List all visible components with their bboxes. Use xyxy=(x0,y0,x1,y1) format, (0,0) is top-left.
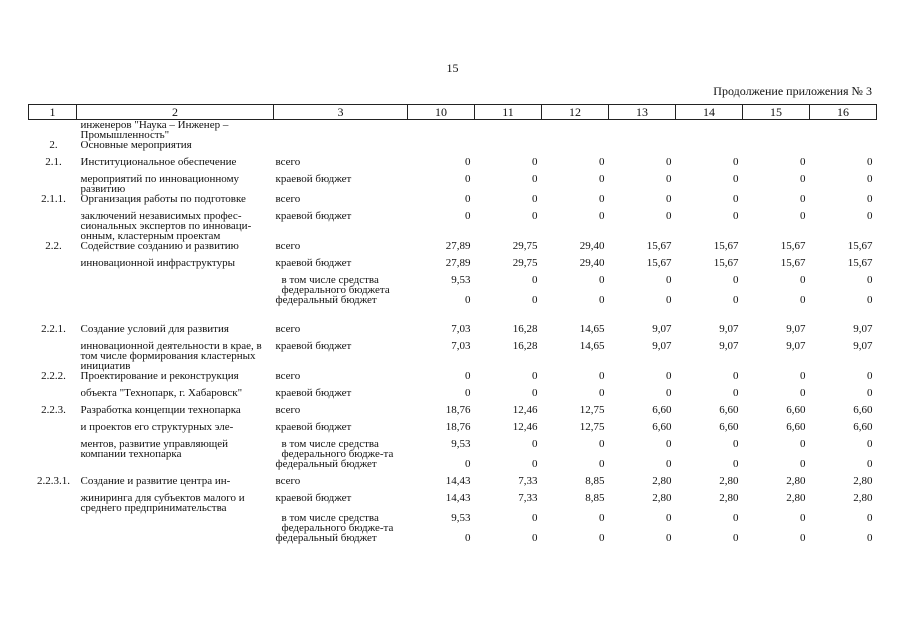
row-value: 6,60 xyxy=(853,421,873,433)
row-value: 0 xyxy=(867,294,873,306)
row-name: Основные мероприятия xyxy=(80,139,192,151)
row-value: 0 xyxy=(800,438,806,450)
row-number xyxy=(29,459,77,476)
row-value: 0 xyxy=(532,512,538,524)
appendix-continuation-label: Продолжение приложения № 3 xyxy=(713,84,872,98)
row-funding-source: в том числе средства федерального бюджета xyxy=(281,274,390,296)
row-number: 2. xyxy=(49,139,58,151)
row-funding-source: в том числе средства федерального бюдже-та xyxy=(281,512,394,534)
header-cell: 12 xyxy=(542,105,609,120)
row-value: 0 xyxy=(800,173,806,185)
row-value: 2,80 xyxy=(719,492,739,504)
row-value: 16,28 xyxy=(512,340,538,352)
row-funding-source: всего xyxy=(275,193,301,205)
row-funding-source: федеральный бюджет xyxy=(275,458,377,470)
row-value: 6,60 xyxy=(652,404,672,416)
row-value: 12,75 xyxy=(579,421,605,433)
row-value xyxy=(475,120,542,141)
row-value: 0 xyxy=(733,458,739,470)
row-value xyxy=(475,140,542,157)
row-value: 0 xyxy=(532,173,538,185)
row-value: 8,85 xyxy=(585,475,605,487)
row-value: 0 xyxy=(599,173,605,185)
row-value: 2,80 xyxy=(786,492,806,504)
header-cell: 14 xyxy=(676,105,743,120)
row-funding-source: всего xyxy=(275,475,301,487)
table-row xyxy=(29,493,877,513)
row-name: Содействие созданию и развитию xyxy=(80,240,239,252)
row-value: 0 xyxy=(532,274,538,286)
row-number xyxy=(29,533,77,550)
row-value: 9,53 xyxy=(451,274,471,286)
row-number xyxy=(29,513,77,533)
page-number: 15 xyxy=(446,61,459,75)
row-value: 9,07 xyxy=(719,323,739,335)
row-value: 0 xyxy=(599,458,605,470)
row-value: 0 xyxy=(800,532,806,544)
row-value: 7,33 xyxy=(518,475,538,487)
row-value: 12,46 xyxy=(512,421,538,433)
row-value: 27,89 xyxy=(445,257,471,269)
row-value: 0 xyxy=(465,173,471,185)
row-value: 0 xyxy=(666,532,672,544)
row-value: 0 xyxy=(867,173,873,185)
row-value: 0 xyxy=(532,294,538,306)
row-funding-source: всего xyxy=(275,156,301,168)
row-value: 0 xyxy=(867,458,873,470)
row-value: 9,07 xyxy=(652,323,672,335)
row-value: 0 xyxy=(532,210,538,222)
row-name: и проектов его структурных эле- xyxy=(80,421,234,433)
row-number: 2.2.2. xyxy=(41,370,66,382)
table-row xyxy=(29,533,877,550)
row-value: 12,75 xyxy=(579,404,605,416)
row-value: 0 xyxy=(733,512,739,524)
row-value: 0 xyxy=(532,458,538,470)
row-funding-source: краевой бюджет xyxy=(275,257,352,269)
row-value: 0 xyxy=(733,193,739,205)
row-value: 0 xyxy=(465,193,471,205)
row-value: 0 xyxy=(867,193,873,205)
row-number xyxy=(29,388,77,405)
row-value: 0 xyxy=(666,512,672,524)
table-row xyxy=(29,513,877,533)
row-value xyxy=(542,120,609,141)
row-value: 7,33 xyxy=(518,492,538,504)
row-value: 0 xyxy=(599,512,605,524)
row-value: 6,60 xyxy=(719,421,739,433)
row-name xyxy=(77,533,274,550)
row-value: 0 xyxy=(867,156,873,168)
row-funding-source xyxy=(274,140,408,157)
table-row xyxy=(29,275,877,295)
row-value: 0 xyxy=(800,274,806,286)
row-value: 0 xyxy=(733,210,739,222)
row-value: 8,85 xyxy=(585,492,605,504)
row-value: 14,43 xyxy=(445,492,471,504)
row-name: инженеров "Наука – Инженер – Промышленность" xyxy=(80,119,229,141)
row-name: Проектирование и реконструкция xyxy=(80,370,239,382)
header-cell: 3 xyxy=(274,105,408,120)
row-value: 0 xyxy=(532,193,538,205)
row-value: 0 xyxy=(733,173,739,185)
row-value xyxy=(609,120,676,141)
table-row xyxy=(29,120,877,141)
table-row xyxy=(29,211,877,241)
row-number: 2.2.3. xyxy=(41,404,66,416)
row-value: 0 xyxy=(800,156,806,168)
row-number xyxy=(29,120,77,141)
row-value: 9,53 xyxy=(451,438,471,450)
row-value xyxy=(609,140,676,157)
header-cell: 15 xyxy=(743,105,810,120)
row-funding-source xyxy=(274,120,408,141)
row-value: 14,43 xyxy=(445,475,471,487)
table-row xyxy=(29,371,877,388)
row-value: 0 xyxy=(733,532,739,544)
row-value: 0 xyxy=(733,438,739,450)
table-row xyxy=(29,388,877,405)
row-value: 0 xyxy=(532,438,538,450)
table-row xyxy=(29,439,877,459)
row-name: Создание и развитие центра ин- xyxy=(80,475,231,487)
row-funding-source: всего xyxy=(275,404,301,416)
row-value: 0 xyxy=(867,274,873,286)
row-value: 9,07 xyxy=(786,323,806,335)
row-number xyxy=(29,493,77,513)
row-value: 0 xyxy=(532,156,538,168)
row-value: 0 xyxy=(666,156,672,168)
row-value: 0 xyxy=(666,173,672,185)
row-value: 0 xyxy=(733,294,739,306)
row-value: 0 xyxy=(666,387,672,399)
row-value: 0 xyxy=(867,532,873,544)
table-row xyxy=(29,341,877,371)
row-name xyxy=(77,513,274,533)
row-number xyxy=(29,275,77,295)
row-value: 9,07 xyxy=(719,340,739,352)
table-row xyxy=(29,295,877,312)
row-funding-source: всего xyxy=(275,240,301,252)
row-funding-source: федеральный бюджет xyxy=(275,294,377,306)
row-value: 2,80 xyxy=(719,475,739,487)
row-value: 6,60 xyxy=(719,404,739,416)
row-name: инновационной инфраструктуры xyxy=(80,257,235,269)
row-value: 2,80 xyxy=(786,475,806,487)
row-value: 6,60 xyxy=(786,421,806,433)
row-value: 0 xyxy=(733,370,739,382)
header-cell: 10 xyxy=(408,105,475,120)
row-value: 12,46 xyxy=(512,404,538,416)
row-value: 0 xyxy=(800,193,806,205)
row-funding-source: краевой бюджет xyxy=(275,492,352,504)
row-value: 6,60 xyxy=(786,404,806,416)
header-cell: 2 xyxy=(77,105,274,120)
row-value: 0 xyxy=(800,458,806,470)
row-name: объекта "Технопарк, г. Хабаровск" xyxy=(80,387,243,399)
row-value: 9,07 xyxy=(652,340,672,352)
row-value: 2,80 xyxy=(853,492,873,504)
row-value: 0 xyxy=(599,370,605,382)
row-value: 0 xyxy=(465,532,471,544)
row-value: 0 xyxy=(666,274,672,286)
header-cell: 11 xyxy=(475,105,542,120)
row-number: 2.1.1. xyxy=(41,193,66,205)
row-value: 0 xyxy=(465,294,471,306)
budget-table xyxy=(28,104,877,550)
row-value: 0 xyxy=(867,387,873,399)
row-value: 15,67 xyxy=(713,240,739,252)
row-value: 0 xyxy=(733,156,739,168)
row-number xyxy=(29,174,77,194)
row-funding-source: краевой бюджет xyxy=(275,173,352,185)
row-value: 7,03 xyxy=(451,340,471,352)
row-number: 2.2. xyxy=(45,240,62,252)
row-funding-source: в том числе средства федерального бюдже-та xyxy=(281,438,394,460)
row-value: 0 xyxy=(465,387,471,399)
row-name xyxy=(77,295,274,312)
table-row xyxy=(29,194,877,211)
row-value: 0 xyxy=(666,294,672,306)
row-name: заключений независимых профес-сиональных экспертов по инноваци-онным, кластерным проектам xyxy=(80,210,252,242)
row-value: 0 xyxy=(599,532,605,544)
row-value: 15,67 xyxy=(780,257,806,269)
row-value xyxy=(810,120,877,141)
row-name xyxy=(77,459,274,476)
row-value: 2,80 xyxy=(652,492,672,504)
row-value: 9,07 xyxy=(786,340,806,352)
row-value: 0 xyxy=(800,370,806,382)
row-number: 2.2.1. xyxy=(41,323,66,335)
row-value: 0 xyxy=(666,370,672,382)
row-funding-source: всего xyxy=(275,323,301,335)
row-value: 0 xyxy=(599,387,605,399)
row-value: 29,75 xyxy=(512,257,538,269)
row-value xyxy=(810,140,877,157)
row-funding-source: всего xyxy=(275,370,301,382)
row-number: 2.1. xyxy=(45,156,62,168)
table-body xyxy=(29,120,877,551)
row-funding-source: краевой бюджет xyxy=(275,210,352,222)
row-value: 0 xyxy=(800,387,806,399)
row-value: 0 xyxy=(800,294,806,306)
header-row xyxy=(29,105,877,120)
row-value: 0 xyxy=(867,210,873,222)
row-number xyxy=(29,258,77,275)
row-value: 14,65 xyxy=(579,340,605,352)
table-row xyxy=(29,422,877,439)
row-name: Институциональное обеспечение xyxy=(80,156,237,168)
row-name: Организация работы по подготовке xyxy=(80,193,246,205)
row-value: 0 xyxy=(666,193,672,205)
row-value: 0 xyxy=(800,210,806,222)
table-row xyxy=(29,241,877,258)
row-number xyxy=(29,439,77,459)
row-value: 0 xyxy=(800,512,806,524)
header-cell: 1 xyxy=(29,105,77,120)
row-funding-source: краевой бюджет xyxy=(275,421,352,433)
row-value: 0 xyxy=(532,387,538,399)
row-value: 0 xyxy=(666,458,672,470)
row-value: 15,67 xyxy=(646,240,672,252)
row-number xyxy=(29,422,77,439)
row-value: 15,67 xyxy=(780,240,806,252)
table-row xyxy=(29,157,877,174)
row-number xyxy=(29,211,77,241)
row-value xyxy=(743,120,810,141)
row-value xyxy=(542,140,609,157)
row-value: 0 xyxy=(599,294,605,306)
row-value: 27,89 xyxy=(445,240,471,252)
row-value xyxy=(408,140,475,157)
header-cell: 13 xyxy=(609,105,676,120)
row-funding-source: краевой бюджет xyxy=(275,387,352,399)
row-value xyxy=(743,140,810,157)
row-number xyxy=(29,295,77,312)
row-value: 29,40 xyxy=(579,240,605,252)
row-funding-source: федеральный бюджет xyxy=(275,532,377,544)
row-value: 0 xyxy=(532,532,538,544)
row-name: Разработка концепции технопарка xyxy=(80,404,241,416)
row-value: 0 xyxy=(599,156,605,168)
table-row xyxy=(29,174,877,194)
row-value: 0 xyxy=(867,512,873,524)
row-value: 7,03 xyxy=(451,323,471,335)
row-value: 29,75 xyxy=(512,240,538,252)
row-value: 2,80 xyxy=(853,475,873,487)
header-cell: 16 xyxy=(810,105,877,120)
table-row xyxy=(29,140,877,157)
row-value: 15,67 xyxy=(646,257,672,269)
row-value: 0 xyxy=(465,210,471,222)
row-value: 0 xyxy=(599,193,605,205)
row-value: 18,76 xyxy=(445,421,471,433)
row-value: 6,60 xyxy=(853,404,873,416)
row-value xyxy=(676,120,743,141)
row-value: 0 xyxy=(733,387,739,399)
table-row xyxy=(29,324,877,341)
row-value xyxy=(408,120,475,141)
table-row xyxy=(29,258,877,275)
row-number: 2.2.3.1. xyxy=(37,475,70,487)
row-value: 0 xyxy=(465,370,471,382)
row-value: 0 xyxy=(599,210,605,222)
row-value: 15,67 xyxy=(713,257,739,269)
table-row xyxy=(29,405,877,422)
row-value: 0 xyxy=(666,210,672,222)
row-funding-source: краевой бюджет xyxy=(275,340,352,352)
row-value: 18,76 xyxy=(445,404,471,416)
row-name: мероприятий по инновационному развитию xyxy=(80,173,240,195)
row-value: 6,60 xyxy=(652,421,672,433)
row-value: 0 xyxy=(733,274,739,286)
row-value xyxy=(676,140,743,157)
row-name: жиниринга для субъектов малого и среднего предпринимательства xyxy=(80,492,245,514)
row-value: 0 xyxy=(532,370,538,382)
row-value: 9,07 xyxy=(853,340,873,352)
row-value: 14,65 xyxy=(579,323,605,335)
row-value: 9,07 xyxy=(853,323,873,335)
table-row xyxy=(29,476,877,493)
row-value: 16,28 xyxy=(512,323,538,335)
row-name: инновационной деятельности в крае, в том числе формирования кластерных инициатив xyxy=(80,340,262,372)
table-row xyxy=(29,459,877,476)
row-value: 2,80 xyxy=(652,475,672,487)
row-value: 0 xyxy=(867,370,873,382)
row-value: 0 xyxy=(867,438,873,450)
row-name xyxy=(77,275,274,295)
row-value: 15,67 xyxy=(847,257,873,269)
row-value: 15,67 xyxy=(847,240,873,252)
row-value: 0 xyxy=(465,458,471,470)
row-value: 0 xyxy=(465,156,471,168)
row-value: 0 xyxy=(599,274,605,286)
row-name: ментов, развитие управляющей компании технопарка xyxy=(80,438,229,460)
row-value: 0 xyxy=(666,438,672,450)
row-value: 9,53 xyxy=(451,512,471,524)
row-number xyxy=(29,341,77,371)
row-value: 0 xyxy=(599,438,605,450)
row-value: 29,40 xyxy=(579,257,605,269)
row-name: Создание условий для развития xyxy=(80,323,229,335)
